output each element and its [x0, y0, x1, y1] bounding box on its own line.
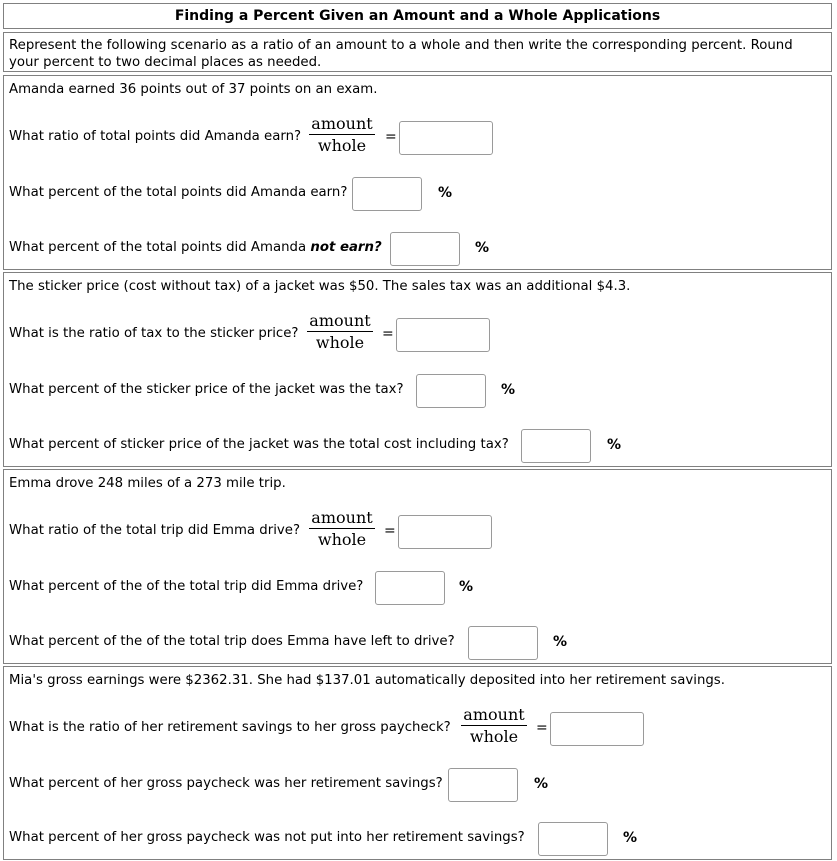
- scenario-text: The sticker price (cost without tax) of a jacket was $50. The sales tax was an additional $4.3.: [9, 279, 631, 294]
- percent-symbol: %: [534, 776, 549, 792]
- ratio-question: What is the ratio of her retirement savings to her gross paycheck?: [9, 720, 451, 735]
- percent-symbol: %: [475, 240, 490, 256]
- ratio-answer-input[interactable]: [399, 121, 493, 155]
- percent-answer-input-2[interactable]: [538, 822, 608, 856]
- percent-answer-input-1[interactable]: [416, 374, 486, 408]
- fraction-numerator: amount: [309, 114, 375, 135]
- percent-question-2: What percent of the of the total trip does Emma have left to drive?: [9, 634, 455, 649]
- percent-question-2: What percent of sticker price of the jacket was the total cost including tax?: [9, 437, 509, 452]
- percent-question-1: What percent of her gross paycheck was her retirement savings?: [9, 776, 443, 791]
- percent-symbol: %: [623, 830, 638, 846]
- percent-symbol: %: [459, 579, 474, 595]
- fraction-denominator: whole: [317, 136, 367, 155]
- fraction-numerator: amount: [307, 311, 373, 332]
- scenario-text: Mia's gross earnings were $2362.31. She had $137.01 automatically deposited into her retirement savings.: [9, 673, 725, 688]
- percent-symbol: %: [553, 634, 568, 650]
- equals-sign: =: [536, 720, 548, 736]
- percent-question-1: What percent of the of the total trip did Emma drive?: [9, 579, 364, 594]
- percent-question-1: What percent of the total points did Amanda earn?: [9, 185, 348, 200]
- percent-answer-input-2[interactable]: [521, 429, 591, 463]
- scenario-text: Amanda earned 36 points out of 37 points on an exam.: [9, 82, 378, 97]
- percent-symbol: %: [607, 437, 622, 453]
- question-text: What percent of the total points did Amanda: [9, 240, 311, 255]
- ratio-answer-input[interactable]: [396, 318, 490, 352]
- instructions: Represent the following scenario as a ratio of an amount to a whole and then write the corresponding percent. Round your percent to two decimal places as needed.: [3, 32, 832, 72]
- percent-symbol: %: [438, 185, 453, 201]
- equals-sign: =: [382, 326, 394, 342]
- page-title: Finding a Percent Given an Amount and a Whole Applications: [3, 3, 832, 29]
- fraction-denominator: whole: [317, 530, 367, 549]
- percent-answer-input-1[interactable]: [448, 768, 518, 802]
- percent-symbol: %: [501, 382, 516, 398]
- fraction-denominator: whole: [315, 333, 365, 352]
- ratio-answer-input[interactable]: [398, 515, 492, 549]
- problem-amanda: [3, 75, 832, 270]
- scenario-text: Emma drove 248 miles of a 273 mile trip.: [9, 476, 286, 491]
- ratio-question: What is the ratio of tax to the sticker price?: [9, 326, 299, 341]
- ratio-question: What ratio of total points did Amanda earn?: [9, 129, 302, 144]
- fraction-label: [461, 705, 527, 748]
- ratio-answer-input[interactable]: [550, 712, 644, 746]
- equals-sign: =: [384, 523, 396, 539]
- problem-mia: [3, 666, 832, 860]
- fraction-label: [309, 114, 375, 157]
- fraction-label: [307, 311, 373, 354]
- fraction-denominator: whole: [469, 727, 519, 746]
- equals-sign: =: [385, 129, 397, 145]
- emphasis-text: not earn?: [310, 240, 382, 255]
- percent-answer-input-2[interactable]: [468, 626, 538, 660]
- fraction-label: [309, 508, 375, 551]
- problem-emma: [3, 469, 832, 664]
- percent-answer-input-2[interactable]: [390, 232, 460, 266]
- percent-question-1: What percent of the sticker price of the jacket was the tax?: [9, 382, 404, 397]
- ratio-question: What ratio of the total trip did Emma drive?: [9, 523, 301, 538]
- percent-question-2: What percent of her gross paycheck was not put into her retirement savings?: [9, 830, 525, 845]
- problem-jacket: [3, 272, 832, 467]
- fraction-numerator: amount: [309, 508, 375, 529]
- fraction-numerator: amount: [461, 705, 527, 726]
- percent-question-2: [9, 240, 382, 255]
- percent-answer-input-1[interactable]: [375, 571, 445, 605]
- percent-answer-input-1[interactable]: [352, 177, 422, 211]
